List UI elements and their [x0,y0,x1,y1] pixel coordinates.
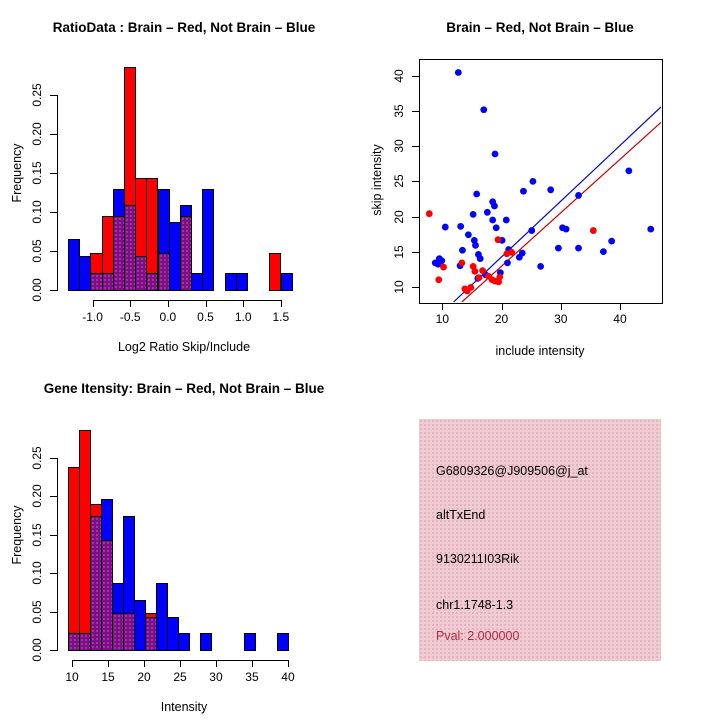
y-tick [50,612,57,613]
y-tick-label: 15 [392,244,406,259]
x-tick-label: 0.5 [197,310,214,324]
scatter-point-not-brain [647,226,654,233]
x-tick [144,660,145,667]
ratio-histogram-ylabel: Frequency [10,143,24,203]
x-tick [442,303,443,310]
scatter-canvas [419,59,661,302]
x-axis-line [93,300,282,301]
hist-bar-blue [178,633,190,651]
event-type-text: altTxEnd [436,508,486,522]
scatter-point-brain [440,264,447,271]
gene-histogram-ylabel: Frequency [10,505,24,565]
x-tick-label: 35 [245,670,259,684]
x-tick-label: -1.0 [82,310,103,324]
y-tick-label: 0.00 [30,278,44,302]
hist-bar-blue [277,633,289,651]
scatter-point-not-brain [625,167,632,174]
y-tick [50,535,57,536]
y-tick [412,146,419,147]
y-tick [50,290,57,291]
x-tick [281,300,282,307]
x-tick-label: 40 [281,670,295,684]
scatter-point-not-brain [465,231,472,238]
x-tick-label: 1.5 [272,310,290,324]
x-tick [93,300,94,307]
scatter-point-brain [435,276,442,283]
y-tick-label: 10 [392,280,406,294]
x-tick [108,660,109,667]
intensity-scatter-panel [360,0,720,360]
y-tick-label: 0.05 [30,599,44,624]
scatter-point-not-brain [455,69,462,76]
gene-info-box [419,419,661,661]
x-tick-label: 10 [435,312,449,326]
scatter-point-brain [458,259,465,266]
y-tick-label: 0.25 [30,83,44,107]
scatter-point-not-brain [473,191,480,198]
scatter-ylabel: skip intensity [370,144,384,216]
x-tick-label: 0.0 [159,310,177,324]
x-tick-label: 30 [209,670,223,684]
x-tick [252,660,253,667]
x-tick-label: 1.0 [234,310,252,324]
gene-histogram-panel [0,360,360,720]
y-tick-label: 0.10 [30,561,44,585]
y-tick-label: 0.15 [30,161,44,185]
y-tick-label: 0.10 [30,200,44,224]
y-tick-label: 35 [392,104,406,118]
hist-bar-blue [281,273,293,291]
scatter-xlabel: include intensity [495,344,585,358]
y-tick [50,173,57,174]
y-tick-label: 0.05 [30,239,44,263]
scatter-point-not-brain [503,217,510,224]
y-tick [50,134,57,135]
scatter-point-not-brain [600,248,607,255]
y-tick [50,573,57,574]
ratio-histogram-panel [0,0,360,360]
pval-text: Pval: 2.000000 [436,629,520,643]
x-tick-label: 15 [101,670,115,684]
gene-histogram-xlabel: Intensity [160,700,208,714]
scatter-point-not-brain [516,254,523,261]
y-axis-line [57,458,58,651]
x-tick [206,300,207,307]
scatter-point-not-brain [480,106,487,113]
x-tick [288,660,289,667]
x-tick [168,300,169,307]
scatter-title: Brain – Red, Not Brain – Blue [446,20,634,35]
scatter-point-not-brain [442,224,449,231]
y-tick-label: 0.20 [30,484,44,509]
scatter-point-not-brain [472,242,479,249]
y-tick [412,76,419,77]
fit-line-brain [462,122,661,302]
scatter-point-brain [503,250,510,257]
chromosome-text: chr1.1748-1.3 [436,598,514,612]
x-tick [216,660,217,667]
scatter-point-not-brain [608,238,615,245]
gene-histogram-title: Gene Itensity: Brain – Red, Not Brain – Blue [43,381,325,396]
x-tick [561,303,562,310]
scatter-point-not-brain [530,178,537,185]
gene-name-text: 9130211I03Rik [436,552,520,566]
x-tick [243,300,244,307]
scatter-point-not-brain [537,263,544,270]
y-tick-label: 30 [392,139,406,153]
x-tick-label: 10 [65,670,79,684]
y-axis-line [57,95,58,291]
scatter-point-not-brain [470,211,477,218]
scatter-point-not-brain [555,245,562,252]
scatter-point-brain [590,227,597,234]
scatter-point-not-brain [547,186,554,193]
scatter-point-not-brain [575,245,582,252]
scatter-point-brain [426,210,433,217]
y-tick-label: 0.20 [30,122,44,146]
scatter-point-brain [479,267,486,274]
x-tick [620,303,621,310]
y-tick [50,458,57,459]
y-tick [50,650,57,651]
y-tick-label: 25 [392,174,406,189]
y-tick [412,181,419,182]
y-tick [412,111,419,112]
scatter-point-not-brain [520,188,527,195]
hist-bar-blue [200,633,212,651]
x-tick [130,300,131,307]
y-tick [50,212,57,213]
ratio-histogram-xlabel: Log2 Ratio Skip/Include [117,340,251,354]
scatter-point-not-brain [489,217,496,224]
x-tick-label: 20 [494,312,509,326]
x-tick-label: 25 [173,670,187,684]
y-tick [50,496,57,497]
x-tick [72,660,73,667]
x-tick [180,660,181,667]
scatter-point-not-brain [492,151,499,158]
scatter-point-not-brain [504,259,511,266]
hist-bar-blue [202,189,214,291]
y-tick-label: 40 [392,69,406,83]
y-tick [50,251,57,252]
scatter-point-not-brain [457,223,464,230]
x-tick-label: 20 [137,670,151,684]
x-tick [502,303,503,310]
ratio-histogram-title: RatioData : Brain – Red, Not Brain – Blue [52,20,316,35]
x-tick-label: 30 [554,312,568,326]
x-tick-label: 40 [613,312,627,326]
y-tick [412,252,419,253]
scatter-point-not-brain [528,227,535,234]
y-tick [412,217,419,218]
hist-bar-blue [244,633,256,651]
y-tick-label: 20 [392,209,406,224]
scatter-point-brain [476,274,483,281]
x-tick-label: -0.5 [119,310,141,324]
y-tick [412,287,419,288]
gene-info-panel [360,360,720,720]
scatter-point-brain [471,268,478,275]
scatter-point-not-brain [493,224,500,231]
probe-id-text: G6809326@J909506@j_at [436,464,588,478]
y-tick [50,95,57,96]
y-tick-label: 0.15 [30,523,44,547]
scatter-point-not-brain [491,203,498,210]
y-tick-label: 0.00 [30,638,44,662]
scatter-point-not-brain [563,226,570,233]
hist-bar-blue [236,273,248,291]
scatter-point-not-brain [575,192,582,199]
scatter-point-brain [464,288,471,295]
scatter-point-brain [495,236,502,243]
y-tick-label: 0.25 [30,446,44,470]
scatter-point-not-brain [459,247,466,254]
scatter-point-not-brain [477,255,484,262]
scatter-point-brain [495,278,502,285]
scatter-point-not-brain [484,209,491,216]
